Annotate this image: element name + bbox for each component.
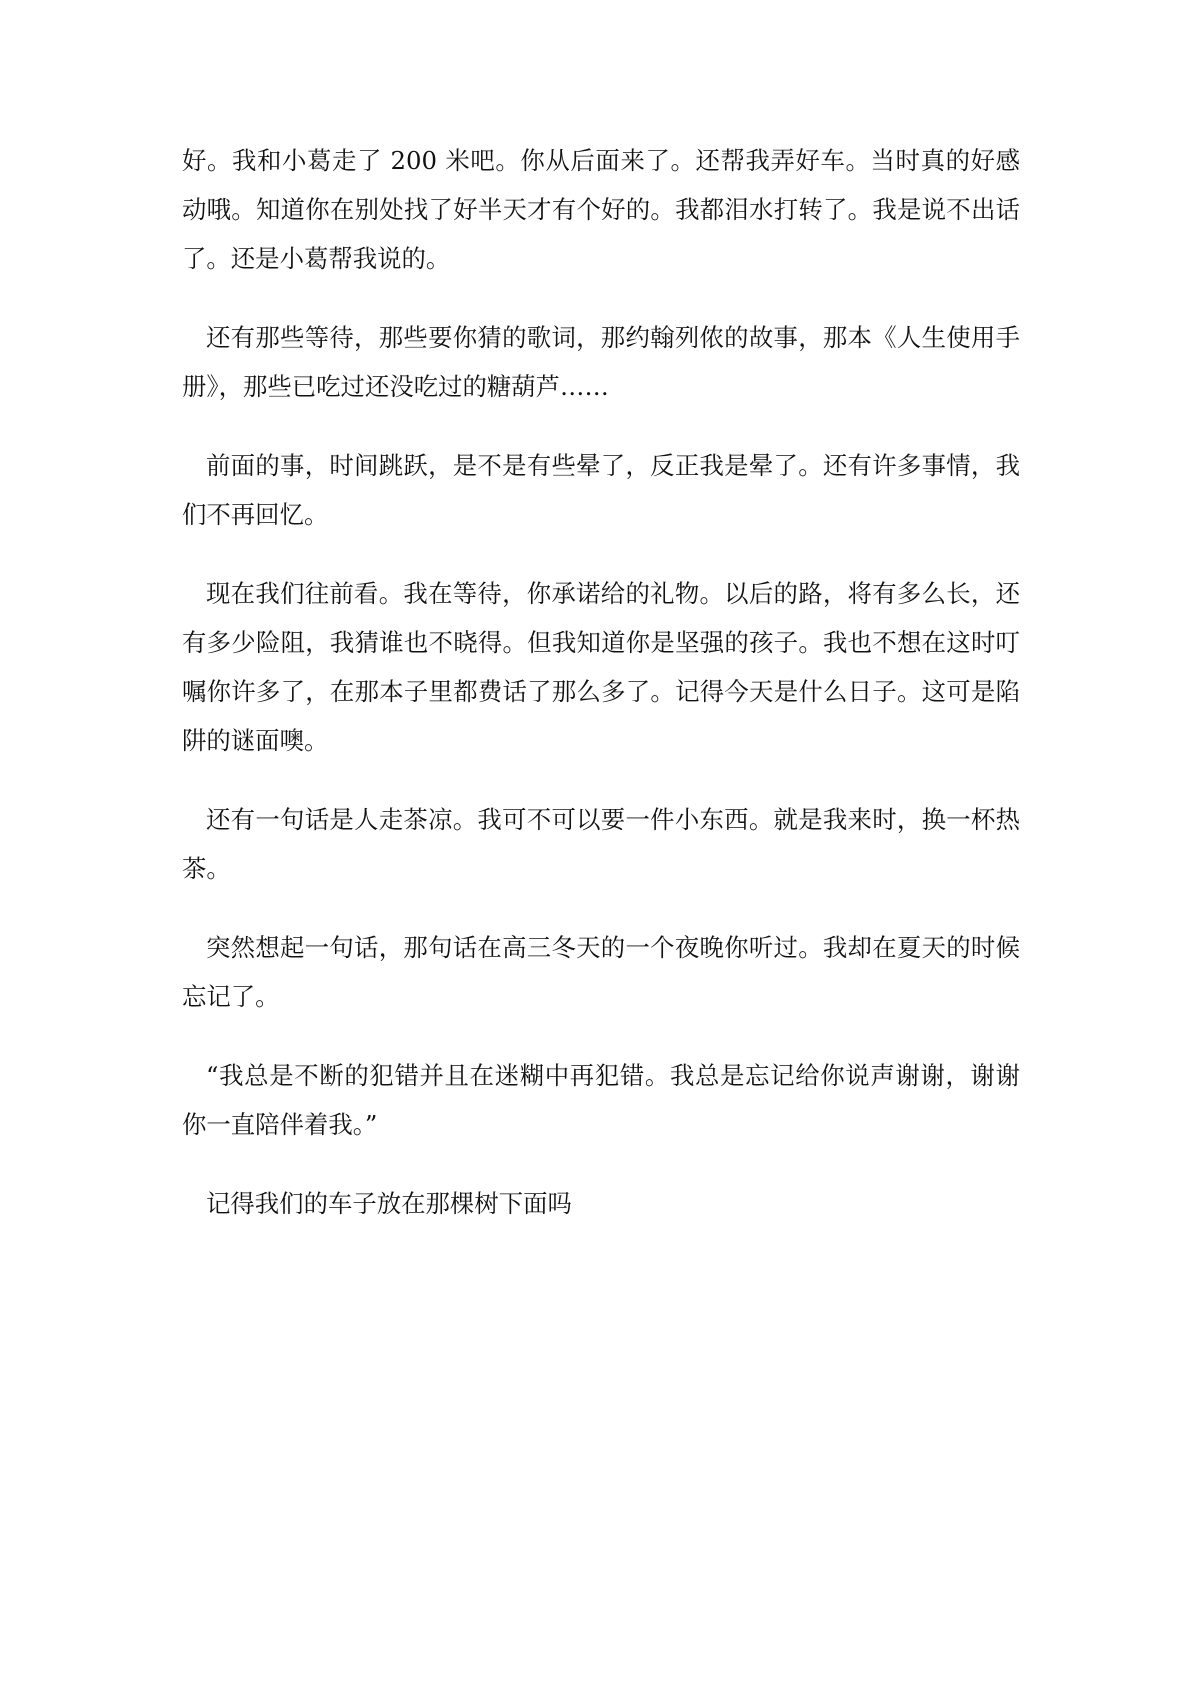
paragraph: 还有那些等待，那些要你猜的歌词，那约翰列侬的故事，那本《人生使用手册》，那些已吃过还没吃过的糖葫芦…… <box>182 323 1020 401</box>
paragraph: 记得我们的车子放在那棵树下面吗 <box>206 1189 572 1218</box>
document-body <box>182 136 1020 1258</box>
paragraph: 突然想起一句话，那句话在高三冬天的一个夜晚你听过。我却在夏天的时候忘记了。 <box>182 933 1020 1011</box>
paragraph: 好。我和小葛走了 200 米吧。你从后面来了。还帮我弄好车。当时真的好感动哦。知道你在别处找了好半天才有个好的。我都泪水打转了。我是说不出话了。还是小葛帮我说的。 <box>182 146 1020 273</box>
paragraph: 前面的事，时间跳跃，是不是有些晕了，反正我是晕了。还有许多事情，我们不再回忆。 <box>182 451 1020 529</box>
paragraph: “我总是不断的犯错并且在迷糊中再犯错。我总是忘记给你说声谢谢，谢谢你一直陪伴着我。” <box>182 1061 1020 1139</box>
paragraph: 现在我们往前看。我在等待，你承诺给的礼物。以后的路，将有多么长，还有多少险阻，我猜谁也不晓得。但我知道你是坚强的孩子。我也不想在这时叮嘱你许多了，在那本子里都费话了那么多了。记得今天是什么日子。这可是陷阱的谜面噢。 <box>182 579 1020 755</box>
paragraph: 还有一句话是人走茶凉。我可不可以要一件小东西。就是我来时，换一杯热茶。 <box>182 805 1020 883</box>
